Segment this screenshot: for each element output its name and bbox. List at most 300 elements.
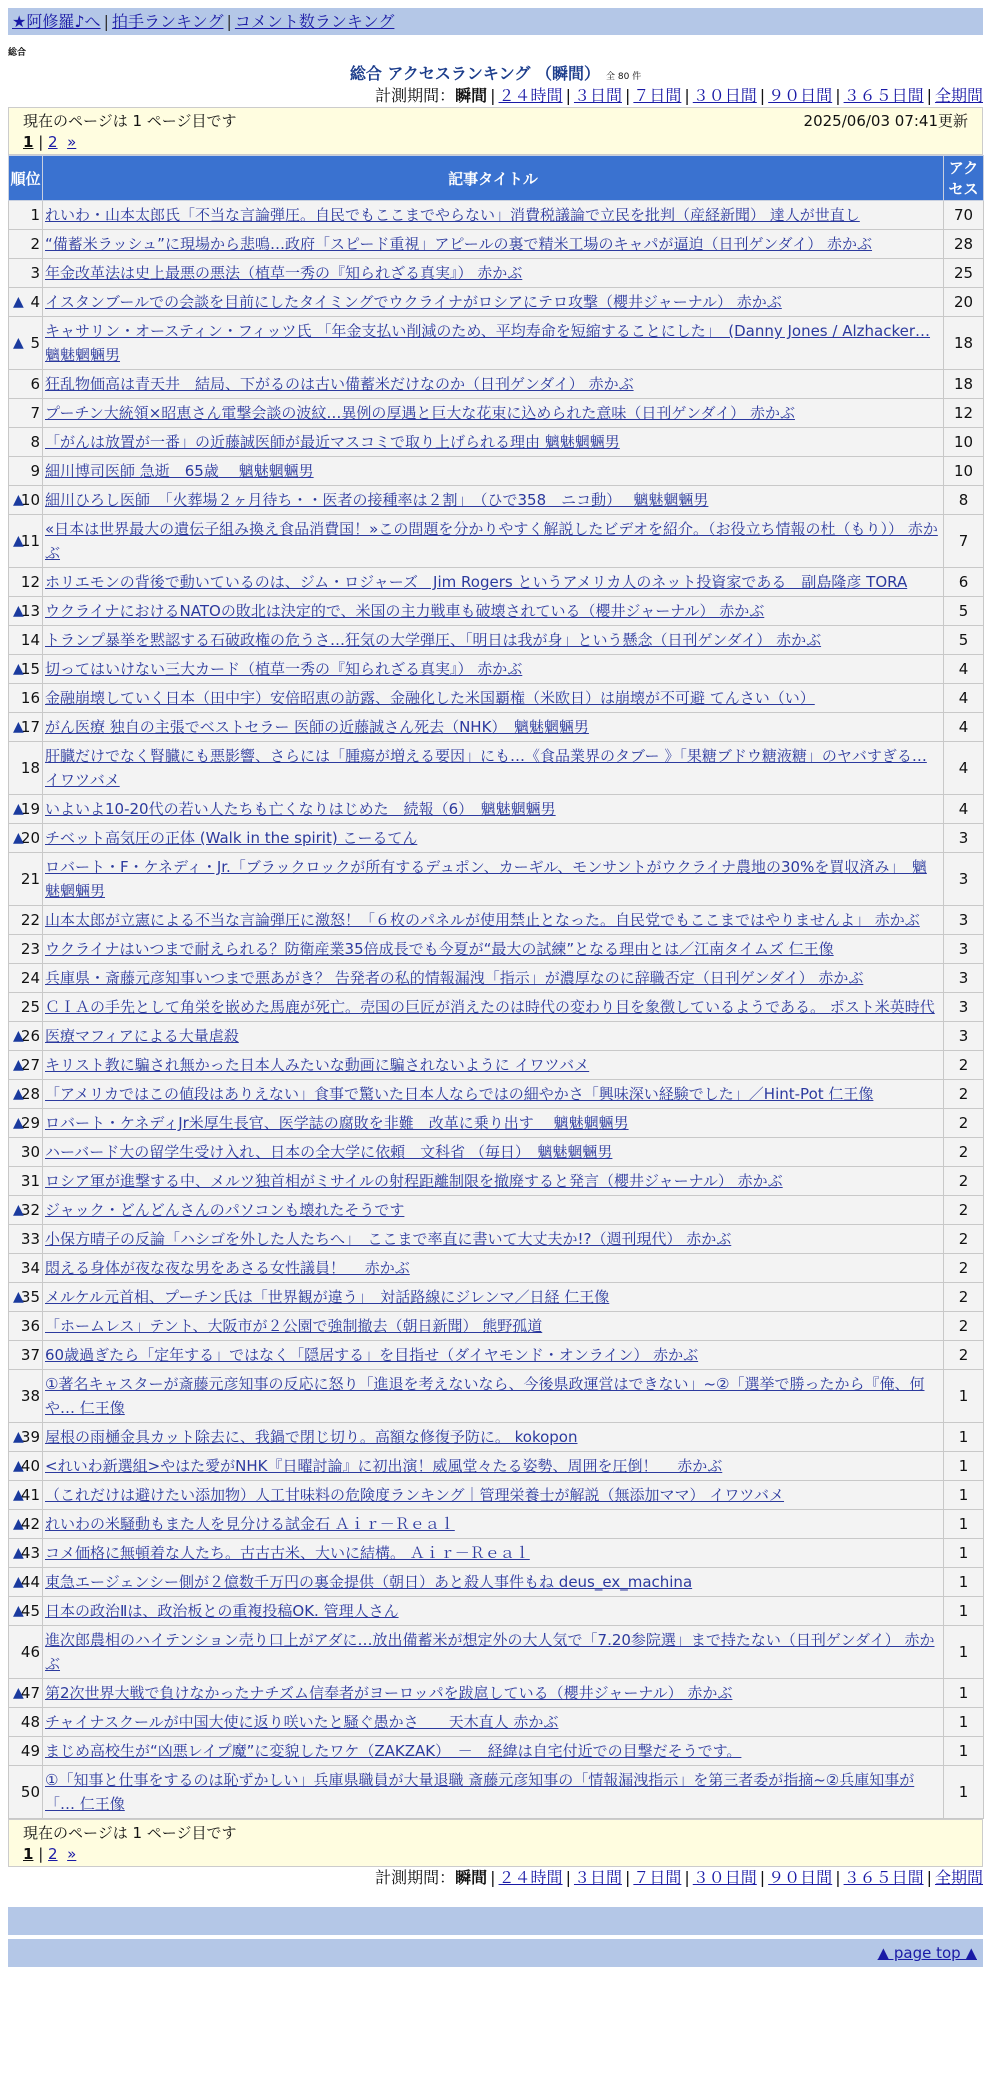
period-separator: | [565,86,571,105]
period-link-3[interactable]: ７日間 [633,86,682,105]
rank-up-arrow-icon: ▲ [13,1086,24,1102]
access-count: 1 [944,1568,984,1597]
table-row [9,824,984,853]
table-row [9,1167,984,1196]
rank-cell [9,1051,43,1080]
rank-up-arrow-icon: ▲ [13,1115,24,1131]
title-cell [43,1626,944,1679]
rank-up-arrow-icon: ▲ [13,1574,24,1590]
rank-number: 12 [20,573,40,591]
rank-number: 16 [20,689,40,707]
access-count: 2 [944,1080,984,1109]
access-count: 4 [944,742,984,795]
table-row [9,568,984,597]
rank-up-arrow-icon: ▲ [13,603,24,619]
title-cell [43,399,944,428]
access-count: 1 [944,1626,984,1679]
access-count: 25 [944,259,984,288]
table-row [9,317,984,370]
table-row [9,597,984,626]
nav-separator: | [103,12,109,31]
period-link-6[interactable]: ３６５日間 [843,1868,924,1887]
period-link-0: 瞬間 [455,86,488,105]
pager-top [8,107,983,155]
rank-number: 19 [20,800,40,818]
access-count: 18 [944,370,984,399]
article-link[interactable]: キャサリン・オースティン・フィッツ氏 「年金支払い削減のため、平均寿命を短縮することにした」 (Danny Jones / Alzhacker… 魑魅魍魎男 [45,322,931,364]
period-separator: | [490,1868,496,1887]
rank-cell [9,626,43,655]
page-link-2[interactable]: 2 [48,1845,58,1863]
article-link[interactable]: ロバート・ケネディJr米厚生長官、医学誌の腐敗を非難 改革に乗り出す 魑魅魍魎男 [45,1114,629,1132]
table-row [9,1766,984,1819]
rank-cell [9,1737,43,1766]
page-top-bar [8,1939,983,1967]
rank-number: 7 [30,404,40,422]
article-link[interactable]: 日本の政治Ⅱは、政治板との重複投稿OK. 管理人さん [45,1602,399,1620]
nav-link-applause-ranking[interactable]: 拍手ランキング [111,12,224,31]
rank-number: 17 [20,718,40,736]
title-cell [43,1370,944,1423]
nav-link-comment-ranking[interactable]: コメント数ランキング [234,12,395,31]
table-row [9,515,984,568]
table-row [9,1452,984,1481]
page-link-1[interactable]: 1 [23,133,34,151]
table-row [9,1196,984,1225]
rank-number: 46 [20,1643,40,1661]
title-cell [43,1737,944,1766]
rank-up-arrow-icon: ▲ [13,533,24,549]
access-count: 2 [944,1167,984,1196]
rank-cell [9,1109,43,1138]
title-cell [43,370,944,399]
period-link-5[interactable]: ９０日間 [768,86,833,105]
rank-cell [9,230,43,259]
rank-up-arrow-icon: ▲ [13,335,24,351]
access-count: 2 [944,1283,984,1312]
rank-number: 1 [30,206,40,224]
rank-up-arrow-icon: ▲ [13,801,24,817]
access-count: 1 [944,1708,984,1737]
rank-cell [9,742,43,795]
rank-cell [9,1196,43,1225]
article-link[interactable]: れいわ・山本太郎氏「不当な言論弾圧。自民でもここまでやらない」消費税議論で立民を批判（産経新聞） 達人が世直し [45,206,860,224]
header-rank: 順位 [9,156,43,201]
title-cell [43,568,944,597]
rank-number: 4 [30,293,40,311]
article-link[interactable]: （これだけは避けたい添加物）人工甘味料の危険度ランキング｜管理栄養士が解説（無添加ママ） イワツバメ [45,1486,785,1504]
title-cell [43,1167,944,1196]
rank-number: 23 [20,940,40,958]
rank-number: 27 [20,1056,40,1074]
access-count: 3 [944,1022,984,1051]
article-link[interactable]: 「ホームレス」テント、大阪市が２公園で強制撤去（朝日新聞） 熊野孤道 [45,1317,543,1335]
page-link-1[interactable]: 1 [23,1845,34,1863]
rank-cell [9,317,43,370]
rank-up-arrow-icon: ▲ [13,294,24,310]
access-count: 6 [944,568,984,597]
title-cell [43,1196,944,1225]
access-count: 5 [944,626,984,655]
period-link-6[interactable]: ３６５日間 [843,86,924,105]
article-link[interactable]: 兵庫県・斎藤元彦知事いつまで悪あがき？ 告発者の私的情報漏洩「指示」が濃厚なのに辞職否定（日刊ゲンダイ） 赤かぶ [45,969,864,987]
access-count: 2 [944,1341,984,1370]
article-link[interactable]: ロバート・F・ケネディ・Jr.「ブラックロックが所有するデュポン、カーギル、モンサントがウクライナ農地の30%を買収済み」 魑魅魍魎男 [45,858,927,900]
article-link[interactable]: ウクライナはいつまで耐えられる？防衛産業35倍成長でも今夏が“最大の試練”となる理由とは／江南タイムズ 仁王像 [45,940,834,958]
access-count: 1 [944,1452,984,1481]
access-count: 2 [944,1051,984,1080]
article-link[interactable]: 「アメリカではこの値段はありえない」食事で驚いた日本人ならではの細やかさ「興味深い経験でした」／Hint-Pot 仁王像 [45,1085,874,1103]
table-row [9,1138,984,1167]
title-cell [43,1283,944,1312]
section-label: 総合 [8,48,27,58]
table-row [9,1708,984,1737]
access-count: 18 [944,317,984,370]
title-cell [43,486,944,515]
access-count: 3 [944,935,984,964]
rank-cell [9,935,43,964]
item-count: 全 80 件 [606,72,642,82]
article-link[interactable]: プーチン大統領×昭恵さん電撃会談の波紋…異例の厚遇と巨大な花束に込められた意味（日刊ゲンダイ） 赤かぶ [45,404,795,422]
access-count: 70 [944,201,984,230]
rank-cell [9,1283,43,1312]
rank-number: 21 [20,870,40,888]
article-link[interactable]: ロシア軍が進撃する中、メルツ独首相がミサイルの射程距離制限を撤廃すると発言（櫻井ジャーナル） 赤かぶ [45,1172,783,1190]
rank-number: 48 [20,1713,40,1731]
rank-cell [9,1481,43,1510]
rank-up-arrow-icon: ▲ [13,1603,24,1619]
nav-link-home[interactable]: ★阿修羅♪へ [12,12,101,31]
rank-number: 10 [20,491,40,509]
title-cell [43,428,944,457]
period-link-3[interactable]: ７日間 [633,1868,682,1887]
article-link[interactable]: コメ価格に無頓着な人たち。古古古米、大いに結構。 Ａｉｒ－Ｒｅａｌ [45,1544,530,1562]
title-cell [43,1510,944,1539]
access-count: 3 [944,824,984,853]
page-links: 1 | 2 » [23,1845,77,1863]
rank-cell [9,1022,43,1051]
rank-cell [9,428,43,457]
access-count: 3 [944,993,984,1022]
period-link-0: 瞬間 [455,1868,488,1887]
article-link[interactable]: ①著名キャスターが斎藤元彦知事の反応に怒り「進退を考えないなら、今後県政運営はできない」~②「選挙で勝ったから『俺、何や… 仁王像 [45,1375,925,1417]
article-link[interactable]: 第2次世界大戦で負けなかったナチズム信奉者がヨーロッパを跋扈している（櫻井ジャーナル） 赤かぶ [45,1684,733,1702]
title-cell [43,1568,944,1597]
rank-cell [9,597,43,626]
period-link-4[interactable]: ３０日間 [692,1868,757,1887]
access-count: 10 [944,457,984,486]
title-cell [43,230,944,259]
access-count: 20 [944,288,984,317]
article-link[interactable]: キリスト教に騙され無かった日本人みたいな動画に騙されないように イワツバメ [45,1056,590,1074]
rank-cell [9,1568,43,1597]
rank-up-arrow-icon: ▲ [13,1289,24,1305]
access-count: 4 [944,684,984,713]
title-cell [43,1254,944,1283]
access-count: 2 [944,1138,984,1167]
rank-cell [9,795,43,824]
article-link[interactable]: ハーバード大の留学生受け入れ、日本の全大学に依頼 文科省 （毎日） 魑魅魍魎男 [45,1143,613,1161]
rank-cell [9,1167,43,1196]
article-link[interactable]: メルケル元首相、プーチン氏は「世界観が違う」 対話路線にジレンマ／日経 仁王像 [45,1288,610,1306]
period-link-2[interactable]: ３日間 [573,1868,622,1887]
rank-cell [9,1452,43,1481]
table-row [9,201,984,230]
rank-up-arrow-icon: ▲ [13,661,24,677]
period-link-7[interactable]: 全期間 [934,86,983,105]
rank-number: 49 [20,1742,40,1760]
title-cell [43,1312,944,1341]
table-row [9,1597,984,1626]
rank-cell [9,201,43,230]
rank-cell [9,370,43,399]
table-row [9,993,984,1022]
access-count: 7 [944,515,984,568]
article-link[interactable]: いよいよ10-20代の若い人たちも亡くなりはじめた 続報（6） 魑魅魍魎男 [45,800,556,818]
title-cell [43,1051,944,1080]
rank-cell [9,399,43,428]
ranking-table [8,155,984,1819]
article-link[interactable]: 山本太郎が立憲による不当な言論弾圧に激怒！「６枚のパネルが使用禁止となった。自民党でもここまではやりませんよ」 赤かぶ [45,911,920,929]
access-count: 4 [944,655,984,684]
article-link[interactable]: 細川ひろし医師 「火葬場２ヶ月待ち・・医者の接種率は２割」 （ひで358 ニコ動） 魑魅魍魎男 [45,491,709,509]
rank-cell [9,993,43,1022]
period-selector-top [8,85,983,107]
access-count: 3 [944,853,984,906]
article-link[interactable]: “備蓄米ラッシュ”に現場から悲鳴…政府「スピード重視」アピールの裏で精米工場のキャパが逼迫（日刊ゲンダイ） 赤かぶ [45,235,873,253]
article-link[interactable]: チベット高気圧の正体 (Walk in the spirit) こーるてん [45,829,418,847]
rank-cell [9,1254,43,1283]
title-cell [43,1138,944,1167]
access-count: 4 [944,795,984,824]
rank-up-arrow-icon: ▲ [13,1545,24,1561]
rank-number: 34 [20,1259,40,1277]
table-row [9,742,984,795]
title-cell [43,1481,944,1510]
table-row [9,1370,984,1423]
title-cell [43,259,944,288]
title-cell [43,626,944,655]
access-count: 2 [944,1254,984,1283]
period-separator: | [926,86,932,105]
table-row [9,1022,984,1051]
footer-bar [8,1907,983,1935]
period-link-5[interactable]: ９０日間 [768,1868,833,1887]
period-label: 計測期間： [375,86,456,105]
rank-number: 42 [20,1515,40,1533]
table-row [9,1341,984,1370]
rank-number: 20 [20,829,40,847]
rank-number: 2 [30,235,40,253]
rank-cell [9,515,43,568]
rank-number: 37 [20,1346,40,1364]
rank-number: 50 [20,1783,40,1801]
article-link[interactable]: 悶える身体が夜な夜な男をあさる女性議員！ 赤かぶ [45,1259,410,1277]
period-link-7[interactable]: 全期間 [934,1868,983,1887]
rank-cell [9,1370,43,1423]
pager-bottom [8,1819,983,1867]
rank-cell [9,684,43,713]
rank-cell [9,1539,43,1568]
rank-up-arrow-icon: ▲ [13,1429,24,1445]
period-label: 計測期間： [375,1868,456,1887]
period-separator: | [490,86,496,105]
access-count: 8 [944,486,984,515]
article-link[interactable]: 「がんは放置が一番」の近藤誠医師が最近マスコミで取り上げられる理由 魑魅魍魎男 [45,433,620,451]
rank-number: 3 [30,264,40,282]
article-link[interactable]: ＣＩＡの手先として角栄を嵌めた馬鹿が死亡。売国の巨匠が消えたのは時代の変わり目を象徴しているようである。 ポスト米英時代 [45,998,935,1016]
access-count: 2 [944,1225,984,1254]
page-title [8,63,983,85]
next-page-link[interactable]: » [67,1845,77,1863]
title-cell [43,824,944,853]
rank-cell [9,259,43,288]
page-link-2[interactable]: 2 [48,133,58,151]
rank-up-arrow-icon: ▲ [13,492,24,508]
rank-number: 41 [20,1486,40,1504]
article-link[interactable]: イスタンブールでの会談を目前にしたタイミングでウクライナがロシアにテロ攻撃（櫻井ジャーナル） 赤かぶ [45,293,782,311]
article-link[interactable]: ホリエモンの背後で動いているのは、ジム・ロジャーズ Jim Rogers というアメリカ人のネット投資家である 副島隆彦 TORA [45,573,908,591]
article-link[interactable]: ①「知事と仕事をするのは恥ずかしい」兵庫県職員が大量退職 斎藤元彦知事の「情報漏洩指示」を第三者委が指摘~②兵庫知事が「… 仁王像 [45,1771,915,1813]
rank-up-arrow-icon: ▲ [13,1202,24,1218]
period-link-1[interactable]: ２４時間 [498,1868,563,1887]
title-cell [43,906,944,935]
article-link[interactable]: 金融崩壊していく日本（田中宇）安倍昭恵の訪露、金融化した米国覇権（米欧日）は崩壊が不可避 てんさい（い） [45,689,815,707]
access-count: 10 [944,428,984,457]
rank-number: 40 [20,1457,40,1475]
rank-up-arrow-icon: ▲ [13,1028,24,1044]
rank-cell [9,1138,43,1167]
page-top-link[interactable]: ▲ page top ▲ [877,1944,977,1962]
table-row [9,906,984,935]
table-row [9,399,984,428]
table-row [9,626,984,655]
rank-number: 31 [20,1172,40,1190]
updated-timestamp: 2025/06/03 07:41更新 [803,112,968,130]
period-link-4[interactable]: ３０日間 [692,86,757,105]
table-row [9,1423,984,1452]
table-row [9,964,984,993]
period-link-1[interactable]: ２４時間 [498,86,563,105]
rank-number: 28 [20,1085,40,1103]
rank-number: 33 [20,1230,40,1248]
rank-up-arrow-icon: ▲ [13,1458,24,1474]
title-cell [43,1225,944,1254]
access-count: 1 [944,1510,984,1539]
title-cell [43,1708,944,1737]
rank-cell [9,824,43,853]
table-row [9,1539,984,1568]
article-link[interactable]: 60歳過ぎたら「定年する」ではなく「隠居する」を目指せ（ダイヤモンド・オンライン） 赤かぶ [45,1346,699,1364]
title-cell [43,742,944,795]
rank-number: 9 [30,462,40,480]
article-link[interactable]: れいわの米騒動もまた人を見分ける試金石 Ａｉｒ－Ｒｅａｌ [45,1515,455,1533]
access-count: 1 [944,1766,984,1819]
article-link[interactable]: まじめ高校生が“凶悪レイプ魔”に変貌したワケ（ZAKZAK） － 経緯は自宅付近での目撃だそうです。 [45,1742,742,1760]
period-separator: | [835,1868,841,1887]
access-count: 5 [944,597,984,626]
article-link[interactable]: 切ってはいけない三大カード（植草一秀の『知られざる真実』） 赤かぶ [45,660,523,678]
article-link[interactable]: ジャック・どんどんさんのパソコンも壊れたそうです [45,1201,405,1219]
table-row [9,853,984,906]
article-link[interactable]: 医療マフィアによる大量虐殺 [45,1027,239,1045]
period-separator: | [759,86,766,105]
article-link[interactable]: 東急エージェンシー側が２億数千万円の裏金提供（朝日）あと殺人事件もね deus_ex_machina [45,1573,693,1591]
article-link[interactable]: <れいわ新選組>やはた愛がNHK『日曜討論』に初出演！威風堂々たる姿勢、周囲を圧倒！ 赤かぶ [45,1457,723,1475]
rank-number: 47 [20,1684,40,1702]
title-cell [43,795,944,824]
article-link[interactable]: 進次郎農相のハイテンション売り口上がアダに…放出備蓄米が想定外の大人気で「7.20参院選」まで持たない（日刊ゲンダイ） 赤かぶ [45,1631,935,1673]
rank-cell [9,853,43,906]
article-link[interactable]: 細川博司医師 急逝 65歳 魑魅魍魎男 [45,462,314,480]
article-link[interactable]: トランプ暴挙を黙認する石破政権の危うさ…狂気の大学弾圧、「明日は我が身」という懸念（日刊ゲンダイ） 赤かぶ [45,631,822,649]
rank-cell [9,713,43,742]
access-count: 2 [944,1109,984,1138]
title-cell [43,993,944,1022]
rank-number: 18 [20,759,40,777]
title-cell [43,1022,944,1051]
title-cell [43,1597,944,1626]
table-row [9,1737,984,1766]
table-row [9,684,984,713]
table-row [9,1679,984,1708]
title-cell [43,1539,944,1568]
article-link[interactable]: チャイナスクールが中国大使に返り咲いたと騒ぐ愚かさ 天木直人 赤かぶ [45,1713,559,1731]
article-link[interactable]: 狂乱物価高は青天井 結局、下がるのは古い備蓄米だけなのか（日刊ゲンダイ） 赤かぶ [45,375,634,393]
access-count: 1 [944,1370,984,1423]
rank-up-arrow-icon: ▲ [13,719,24,735]
header-access: アクセス [944,156,984,201]
title-cell [43,1341,944,1370]
table-row [9,428,984,457]
table-row [9,1254,984,1283]
table-row [9,1225,984,1254]
title-cell [43,964,944,993]
access-count: 12 [944,399,984,428]
article-link[interactable]: 肝臓だけでなく腎臓にも悪影響、さらには「腫瘍が増える要因」にも…《食品業界のタブー 》「果糖ブドウ糖液糖」のヤバすぎる… イワツバメ [45,747,927,789]
rank-number: 45 [20,1602,40,1620]
rank-cell [9,1080,43,1109]
rank-number: 32 [20,1201,40,1219]
article-link[interactable]: 小保方晴子の反論「ハシゴを外した人たちへ」 ここまで率直に書いて大丈夫か!?（週刊現代） 赤かぶ [45,1230,732,1248]
rank-cell [9,1341,43,1370]
rank-number: 6 [30,375,40,393]
period-separator: | [624,1868,631,1887]
article-link[interactable]: 年金改革法は史上最悪の悪法（植草一秀の『知られざる真実』） 赤かぶ [45,264,523,282]
title-cell [43,935,944,964]
title-cell [43,655,944,684]
rank-cell [9,457,43,486]
period-link-2[interactable]: ３日間 [573,86,622,105]
next-page-link[interactable]: » [67,133,77,151]
article-link[interactable]: ウクライナにおけるNATOの敗北は決定的で、米国の主力戦車も破壊されている（櫻井ジャーナル） 赤かぶ [45,602,765,620]
title-cell [43,853,944,906]
access-count: 4 [944,713,984,742]
title-cell [43,713,944,742]
article-link[interactable]: «日本は世界最大の遺伝子組み換え食品消費国！»この問題を分かりやすく解説したビデオを紹介。（お役立ち情報の杜（もり）） 赤かぶ [45,520,938,562]
article-link[interactable]: がん医療 独自の主張でベストセラー 医師の近藤誠さん死去（NHK） 魑魅魍魎男 [45,718,589,736]
access-count: 3 [944,964,984,993]
rank-number: 30 [20,1143,40,1161]
title-cell [43,1766,944,1819]
access-count: 1 [944,1423,984,1452]
rank-number: 5 [30,334,40,352]
ranking-title: 総合 アクセスランキング （瞬間） [349,64,600,83]
table-row [9,1312,984,1341]
article-link[interactable]: 屋根の雨樋金具カット除去に、我鍋で閉じ切り。高額な修復予防に。 kokopon [45,1428,578,1446]
rank-number: 24 [20,969,40,987]
access-count: 3 [944,906,984,935]
